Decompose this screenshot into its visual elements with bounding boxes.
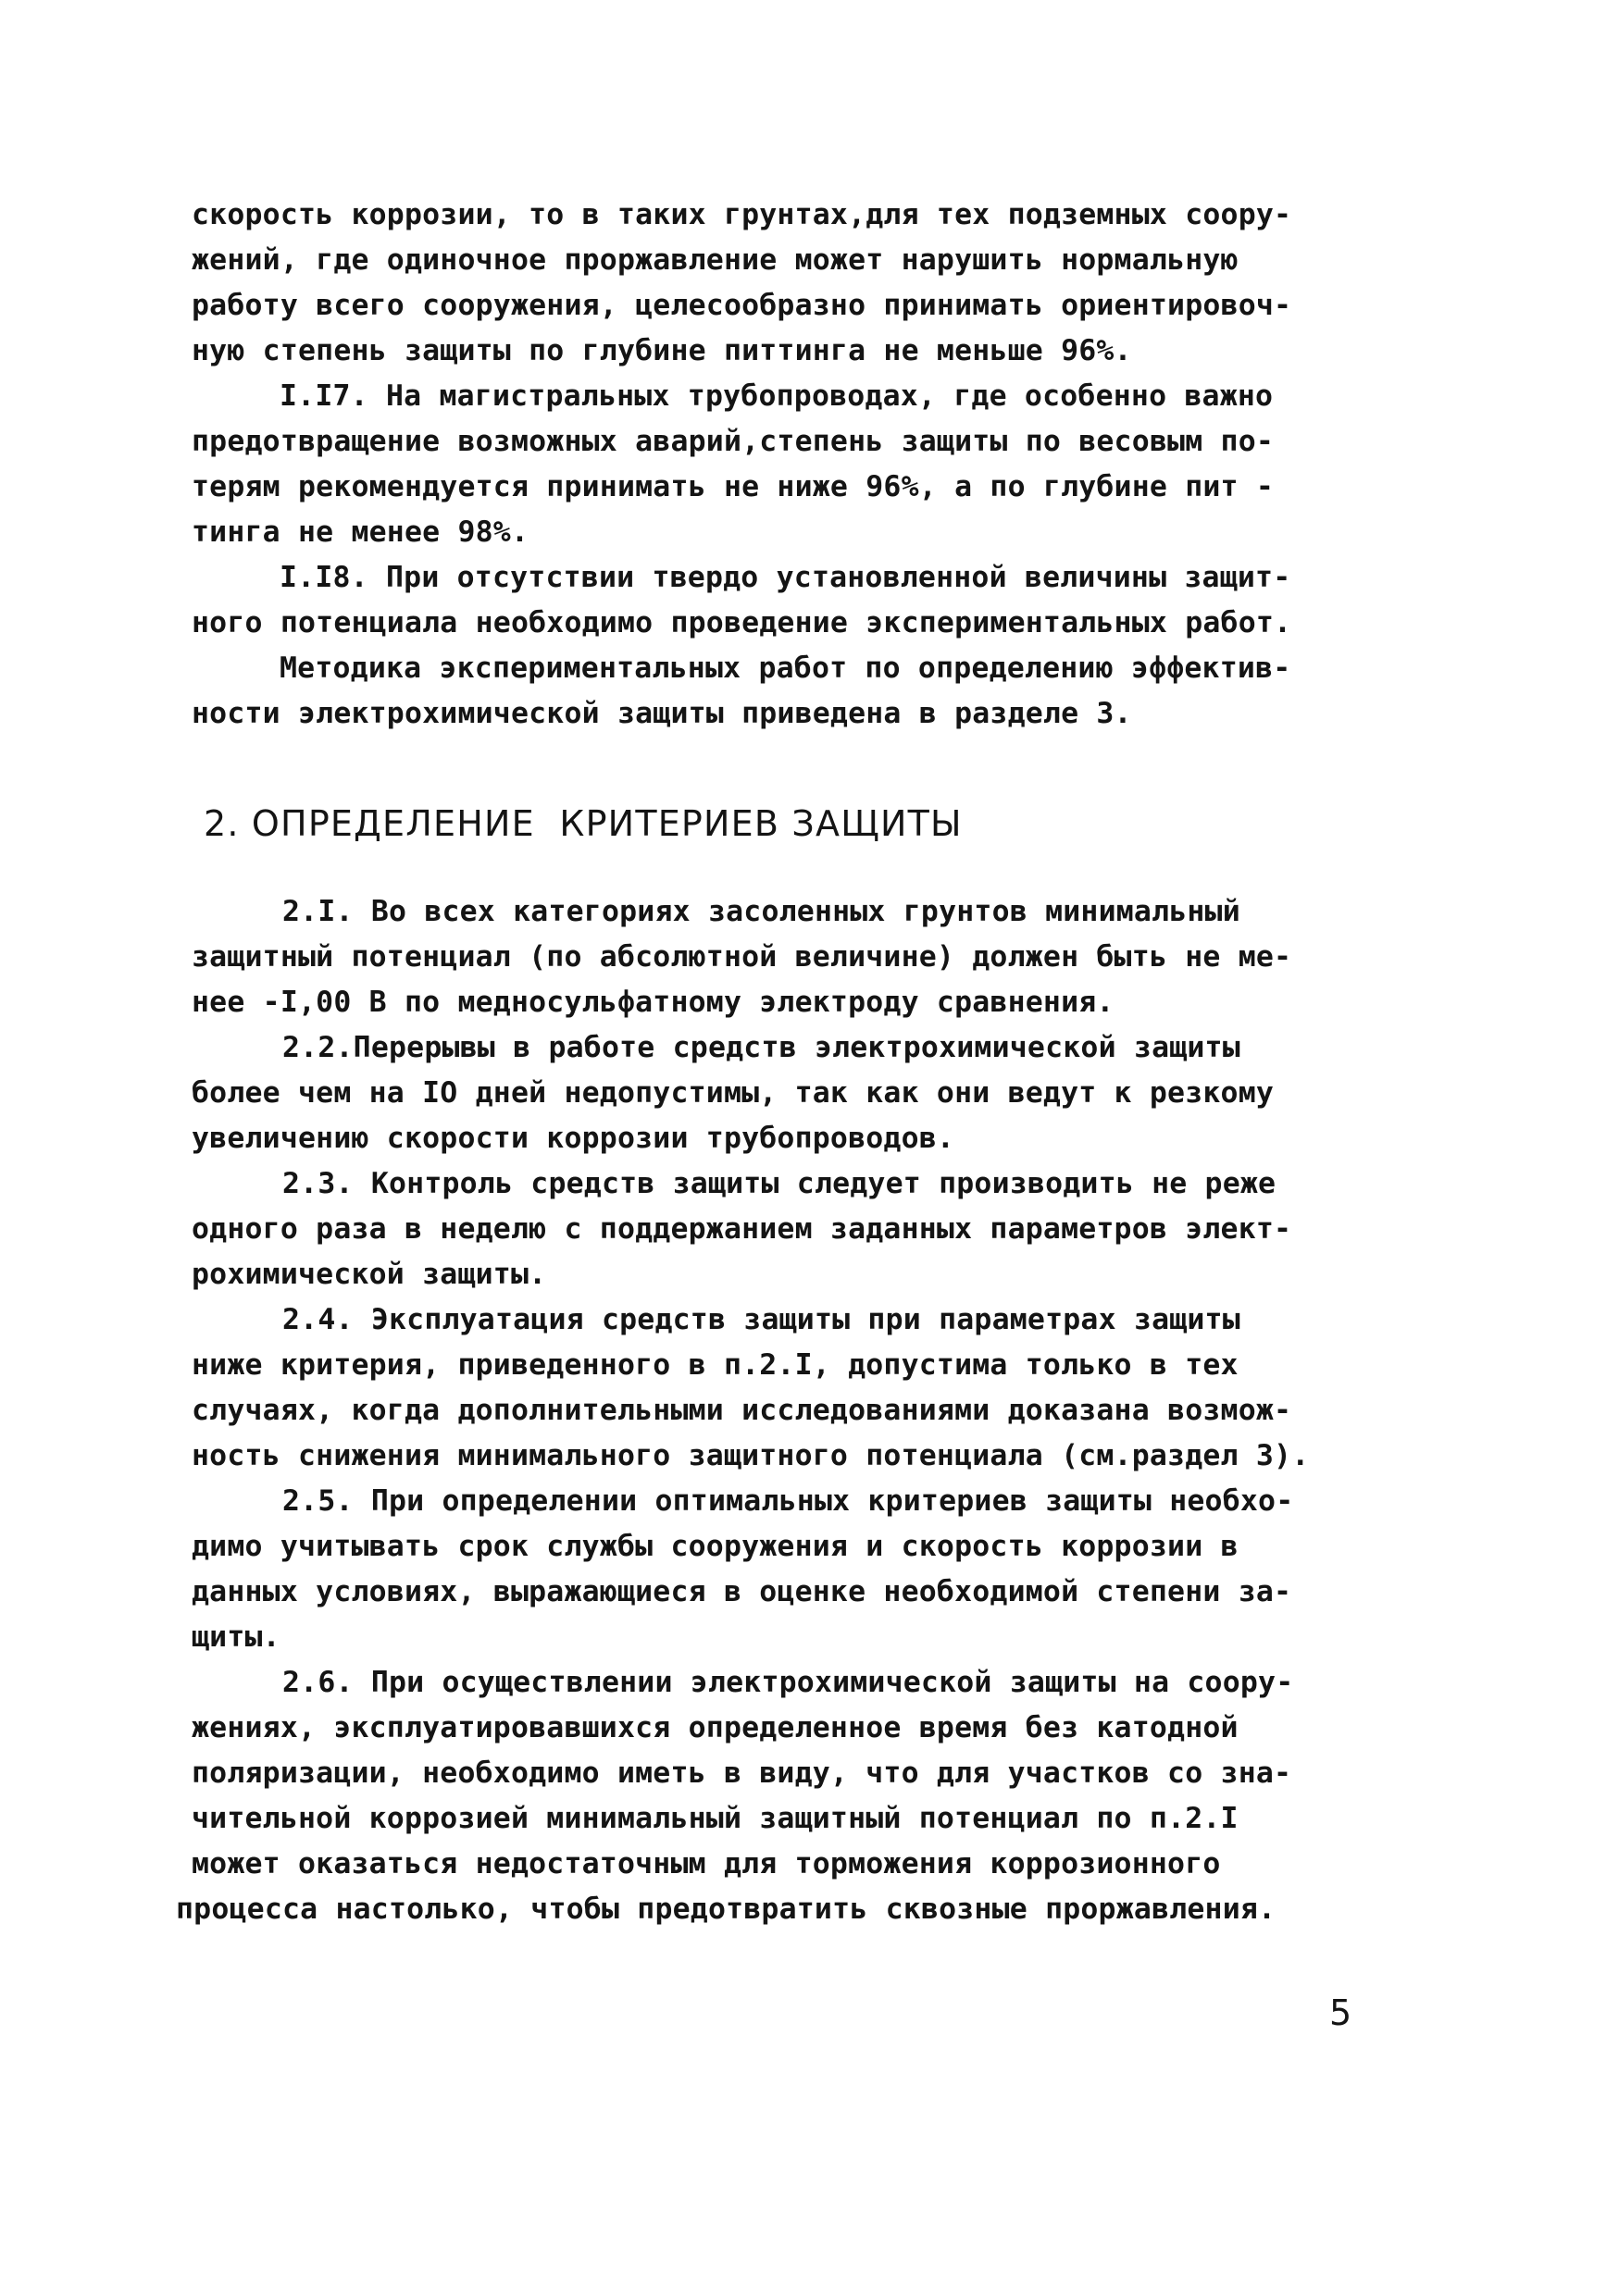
- text-line: терям рекомендуется принимать не ниже 96%, а по глубине пит -: [192, 470, 1275, 503]
- paragraph-first-line: I.I7. На магистральных трубопроводах, где особенно важно: [280, 379, 1274, 413]
- paragraph-first-line: I.I8. При отсутствии твердо установленной величины защит-: [280, 561, 1291, 594]
- text-line: защитный потенциал (по абсолютной величине) должен быть не ме-: [192, 940, 1292, 974]
- text-line: ную степень защиты по глубине питтинга не меньше 96%.: [192, 334, 1132, 367]
- text-line: нее -I,00 В по медносульфатному электроду сравнения.: [192, 986, 1115, 1019]
- text-line: поляризации, необходимо иметь в виду, что для участков со зна-: [192, 1756, 1292, 1790]
- text-line: работу всего сооружения, целесообразно принимать ориентировоч-: [192, 289, 1292, 322]
- text-line: более чем на IO дней недопустимы, так как они ведут к резкому: [192, 1076, 1275, 1110]
- text-line: щиты.: [192, 1620, 280, 1654]
- paragraph-first-line: 2.5. При определении оптимальных критериев защиты необхо-: [282, 1484, 1294, 1518]
- paragraph-first-line: 2.3. Контроль средств защиты следует производить не реже: [282, 1167, 1277, 1200]
- page-number: 5: [1329, 1992, 1352, 2033]
- paragraph-first-line: 2.6. При осуществлении электрохимической защиты на соору-: [282, 1666, 1294, 1699]
- text-line: ность снижения минимального защитного потенциала (см.раздел 3).: [192, 1439, 1310, 1472]
- text-line: предотвращение возможных аварий,степень защиты по весовым по-: [192, 425, 1275, 458]
- section-heading: 2. ОПРЕДЕЛЕНИЕ КРИТЕРИЕВ ЗАЩИТЫ: [204, 803, 963, 844]
- text-line: димо учитывать срок службы сооружения и скорость коррозии в: [192, 1530, 1239, 1563]
- text-line: чительной коррозией минимальный защитный потенциал по п.2.I: [192, 1802, 1239, 1835]
- text-line: может оказаться недостаточным для торможения коррозионного: [192, 1847, 1221, 1880]
- text-line: ного потенциала необходимо проведение экспериментальных работ.: [192, 606, 1292, 639]
- paragraph-first-line: 2.4. Эксплуатация средств защиты при параметрах защиты: [282, 1303, 1240, 1336]
- text-line: ности электрохимической защиты приведена в разделе 3.: [192, 697, 1132, 730]
- paragraph-first-line: 2.I. Во всех категориях засоленных грунтов минимальный: [282, 895, 1240, 928]
- text-line: тинга не менее 98%.: [192, 515, 529, 549]
- text-line: ниже критерия, приведенного в п.2.I, допустима только в тех: [192, 1348, 1239, 1382]
- text-line: данных условиях, выражающиеся в оценке необходимой степени за-: [192, 1575, 1292, 1608]
- paragraph-first-line: Методика экспериментальных работ по определению эффектив-: [280, 652, 1291, 685]
- text-line: случаях, когда дополнительными исследованиями доказана возмож-: [192, 1394, 1292, 1427]
- text-line: жениях, эксплуатировавшихся определенное время без катодной: [192, 1711, 1239, 1744]
- text-line: процесса настолько, чтобы предотвратить сквозные проржавления.: [176, 1893, 1277, 1926]
- text-line: одного раза в неделю с поддержанием заданных параметров элект-: [192, 1212, 1292, 1246]
- text-line: жений, где одиночное проржавление может нарушить нормальную: [192, 243, 1239, 277]
- text-line: скорость коррозии, то в таких грунтах,для тех подземных соору-: [192, 198, 1292, 231]
- text-line: увеличению скорости коррозии трубопроводов.: [192, 1122, 955, 1155]
- text-line: рохимической защиты.: [192, 1258, 547, 1291]
- paragraph-first-line: 2.2.Перерывы в работе средств электрохимической защиты: [282, 1031, 1240, 1064]
